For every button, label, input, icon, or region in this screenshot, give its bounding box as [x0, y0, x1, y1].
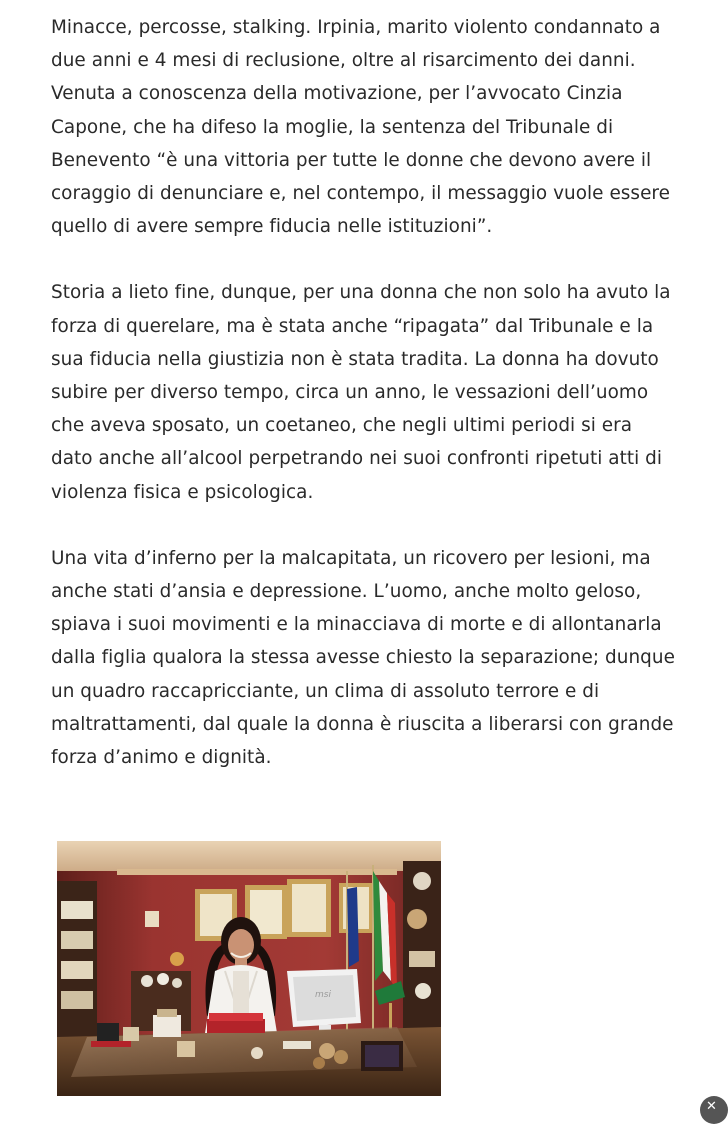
article-photo — [57, 841, 441, 1096]
office-photo-illustration — [57, 841, 441, 1096]
article-paragraph: Storia a lieto fine, dunque, per una donna che non solo ha avuto la forza di querelare, ma è stata anche “ripagata” dal Tribunale e la sua fiducia nella giustizia non è stata tradita. La donna ha dovuto subire per diverso tempo, circa un anno, le vessazioni dell’uomo che aveva sposato, un coetaneo, che negli ultimi periodi si era dato anche all’alcool perpetrando nei suoi confronti ripetuti atti di violenza fisica e psicologica. — [51, 282, 671, 503]
article-paragraph: Minacce, percosse, stalking. Irpinia, marito violento condannato a due anni e 4 mesi di reclusione, oltre al risarcimento dei danni. Venuta a conoscenza della motivazione, per l’avvocato Cinzia Capone, che ha difeso la moglie, la sentenza del Tribunale di Benevento “è una vittoria per tutte le donne che devono avere il coraggio di denunciare e, nel contempo, il messaggio vuole essere quello di avere sempre fiducia nelle istituzioni”. — [51, 17, 671, 238]
article-body — [51, 11, 676, 774]
close-icon: ✕ — [706, 1099, 717, 1114]
corner-button[interactable] — [700, 1096, 728, 1124]
article-paragraph: Una vita d’inferno per la malcapitata, un ricovero per lesioni, ma anche stati d’ansia e depressione. L’uomo, anche molto geloso, spiava i suoi movimenti e la minacciava di morte e di allontanarla dalla figlia qualora la stessa avesse chiesto la separazione; dunque un quadro raccapricciante, un clima di assoluto terrore e di maltrattamenti, dal quale la donna è riuscita a liberarsi con grande forza d’animo e dignità. — [51, 547, 675, 769]
monitor-brand: msi — [315, 990, 331, 1000]
